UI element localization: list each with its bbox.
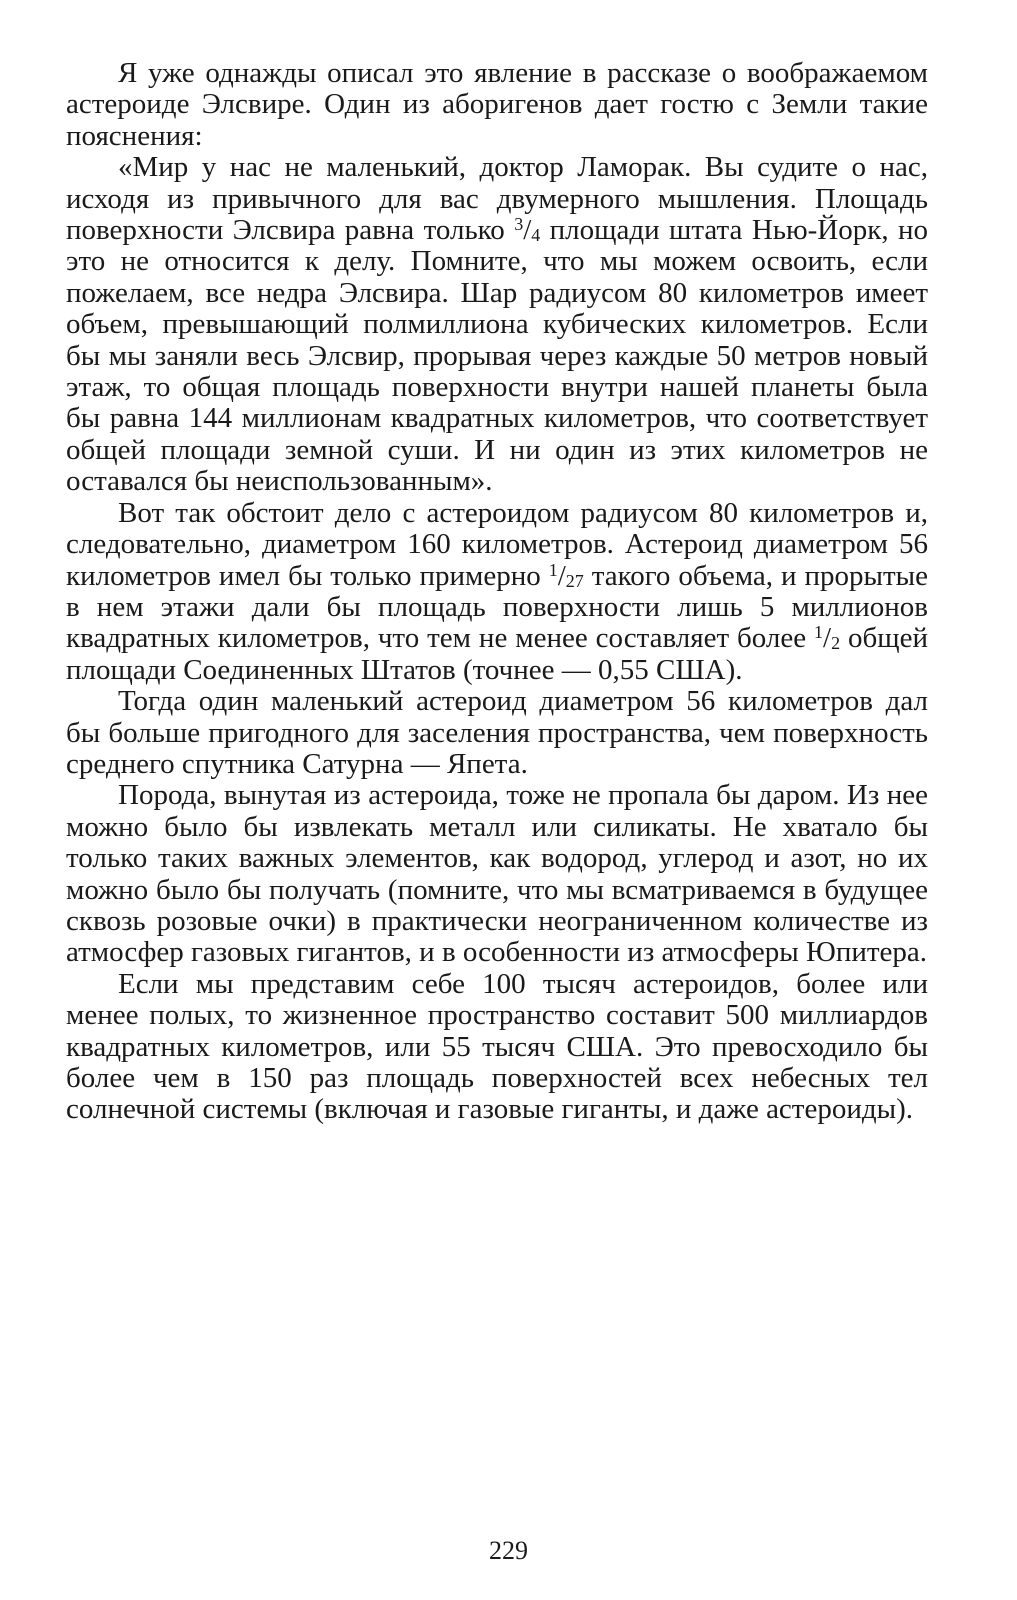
paragraph-3-text-end: общей площади Соединенных Штатов (точнее — 0,55 США).	[66, 622, 928, 686]
paragraph-4-text: Тогда один маленький астероид диаметром 56 километров дал бы больше пригодного для заселения пространства, чем поверхность среднего спутника Сатурна — Япета.	[66, 685, 928, 780]
fraction-one-twentyseventh: $^1/_{27}$	[548, 559, 584, 592]
paragraph-2	[66, 152, 928, 497]
fraction-denominator: 2	[831, 633, 841, 654]
paragraph-3-text-middle: такого объема, и прорытые в нем этажи дали бы площадь поверхности лишь 5 миллионов квадратных километров, что тем не менее составляет более	[66, 559, 928, 655]
paragraph-3-text-start: Вот так обстоит дело с астероидом радиусом 80 километров и, следовательно, диаметром 160 километров. Астероид диаметром 56 километров имел бы только примерно	[66, 496, 928, 592]
fraction-numerator: 3	[514, 214, 524, 235]
paragraph-5-text: Порода, вынутая из астероида, тоже не пропала бы даром. Из нее можно было бы извлекать металл или силикаты. Не хватало бы только таких важных элементов, как водород, углерод и азот, но их можно было бы получать (помните, что мы всматриваемся в будущее сквозь розовые очки) в практически неограниченном количестве из атмосфер газовых гигантов, и в особенности из атмосферы Юпитера.	[66, 779, 928, 969]
paragraph-1	[66, 58, 928, 152]
fraction-numerator: 1	[814, 622, 824, 643]
fraction-one-half: $^1/_2$	[814, 622, 841, 655]
paragraph-5	[66, 780, 928, 968]
paragraph-1-text: Я уже однажды описал это явление в рассказе о воображаемом астероиде Элсвире. Один из аборигенов дает гостю с Земли такие пояснения:	[66, 57, 928, 152]
paragraph-2-text-start: «Мир у нас не маленький, доктор Ламорак. Вы судите о нас, исходя из привычного для вас двумерного мышления. Площадь поверхности Элсвира равна только	[66, 151, 928, 247]
paragraph-4	[66, 686, 928, 780]
fraction-denominator: 27	[565, 570, 584, 591]
page-number: 229	[489, 1536, 528, 1565]
fraction-denominator: 4	[531, 225, 541, 246]
fraction-numerator: 1	[548, 559, 558, 580]
paragraph-6-text: Если мы представим себе 100 тысяч астероидов, более или менее полых, то жизненное пространство составит 500 миллиардов квадратных километров, или 55 тысяч США. Это превосходило бы более чем в 150 раз площадь поверхностей всех небесных тел солнечной системы (включая и газовые гиганты, и даже астероиды).	[66, 967, 928, 1126]
fraction-three-quarters: $^3/_4$	[514, 214, 541, 247]
paragraph-2-text-end: площади штата Нью-Йорк, но это не относится к делу. Помните, что мы можем освоить, если пожелаем, все недра Элсвира. Шар радиусом 80 километров имеет объем, превышающий полмиллиона кубических километров. Если бы мы заняли весь Элсвир, прорывая через каждые 50 метров новый этаж, то общая площадь поверхности внутри нашей планеты была бы равна 144 миллионам квадратных километров, что соответствует общей площади земной суши. И ни один из этих километров не оставался бы неиспользованным».	[66, 214, 929, 498]
page-body	[66, 58, 928, 1126]
paragraph-3	[66, 498, 928, 686]
paragraph-6	[66, 969, 928, 1126]
